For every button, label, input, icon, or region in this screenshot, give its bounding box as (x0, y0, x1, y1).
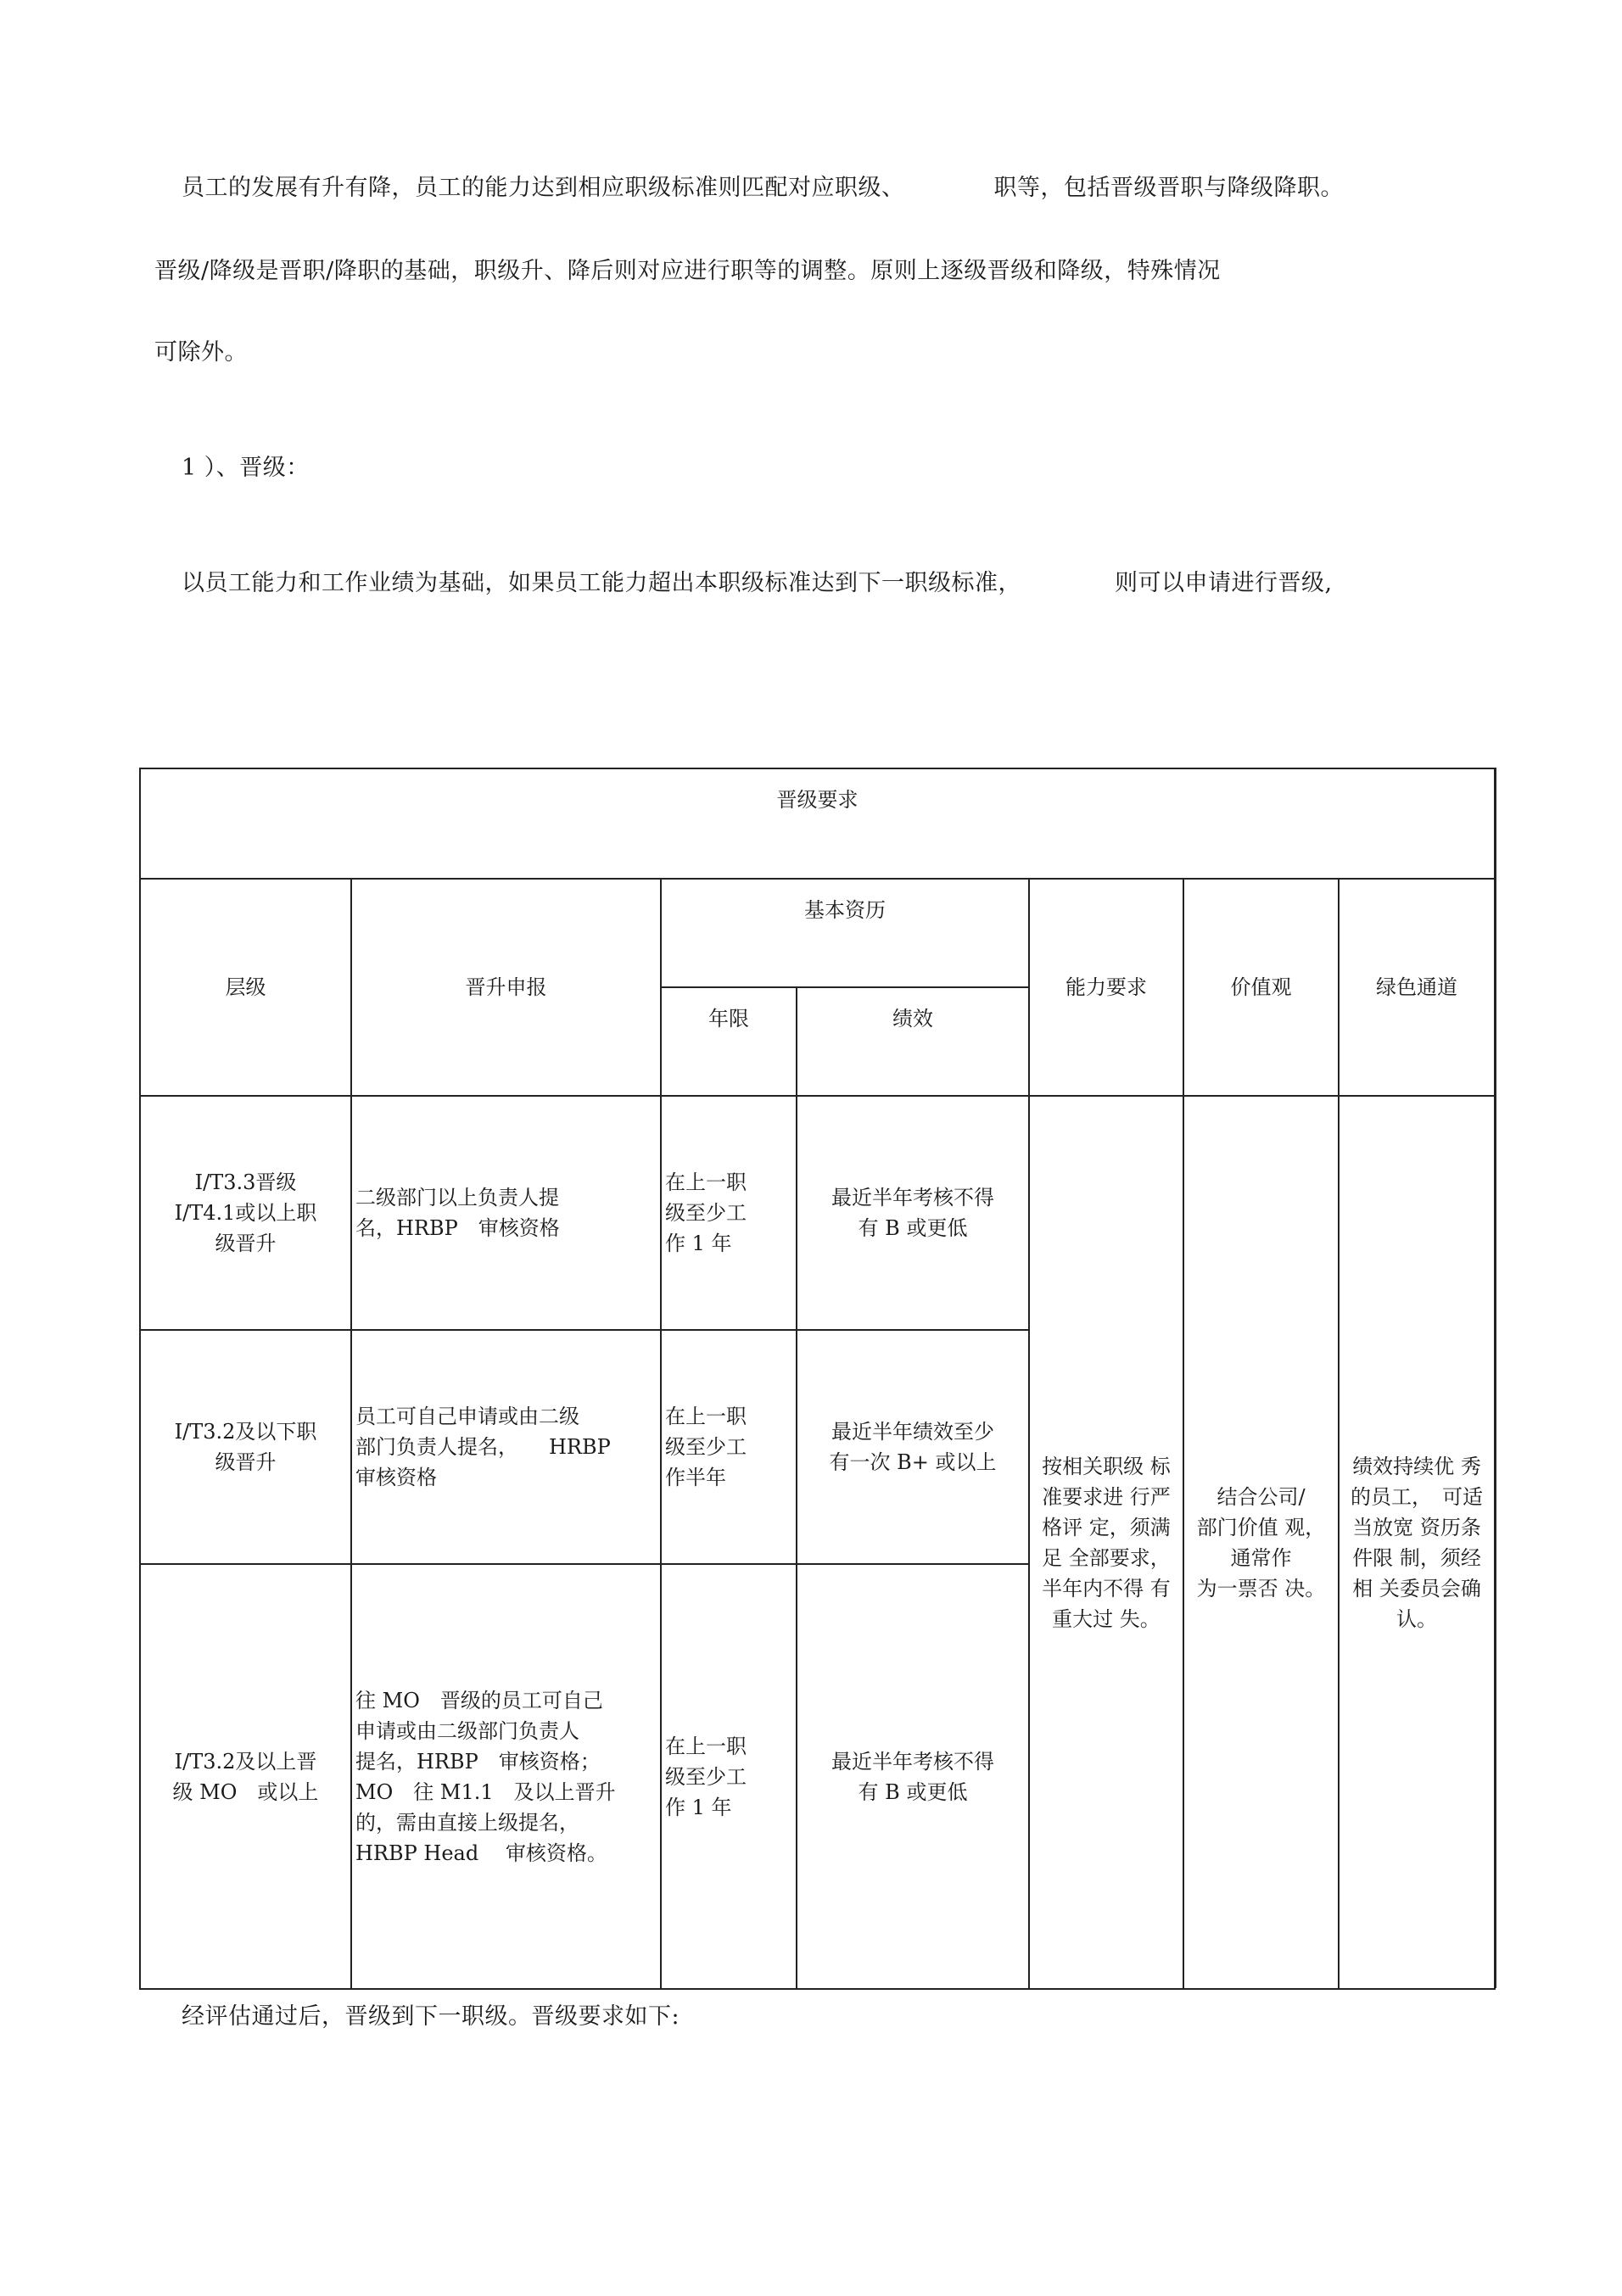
table-title: 晋级要求 (140, 768, 1495, 879)
header-ability: 能力要求 (1029, 879, 1183, 1096)
basis-part-b: 则可以申请进行晋级, (1115, 570, 1333, 596)
ability-requirement: 按相关职级 标 准要求进 行严 格评 定，须满 足 全部要求， 半年内不得 有 重大过 失。 (1029, 1096, 1183, 1989)
row-2-performance: 最近半年绩效至少 有一次 B+ 或以上 (797, 1330, 1029, 1564)
basis-part-a: 以员工能力和工作业绩为基础，如果员工能力超出本职级标准达到下一职级标准， (182, 570, 1021, 596)
row-2-application: 员工可自己申请或由二级 部门负责人提名， HRBP 审核资格 (351, 1330, 661, 1564)
header-application: 晋升申报 (351, 879, 661, 1096)
closing-paragraph: 经评估通过后，晋级到下一职级。晋级要求如下: (182, 2003, 680, 2030)
row-2-years: 在上一职 级至少工 作半年 (661, 1330, 797, 1564)
table-row (140, 1096, 1495, 1330)
header-performance: 绩效 (797, 987, 1029, 1096)
row-2-level: I/T3.2及以下职 级晋升 (140, 1330, 351, 1564)
header-years: 年限 (661, 987, 797, 1096)
row-1-level: I/T3.3晋级 I/T4.1或以上职 级晋升 (140, 1096, 351, 1330)
intro-line-2: 晋级/降级是晋职/降职的基础，职级升、降后则对应进行职等的调整。原则上逐级晋级和降级，特殊情况 (154, 258, 1221, 284)
row-3-performance: 最近半年考核不得 有 B 或更低 (797, 1564, 1029, 1989)
header-level: 层级 (140, 879, 351, 1096)
header-values: 价值观 (1183, 879, 1339, 1096)
values-requirement: 结合公司/ 部门价值 观， 通常作 为一票否 决。 (1183, 1096, 1339, 1989)
promotion-requirements-table (139, 768, 1496, 1990)
intro-line-3: 可除外。 (154, 339, 248, 366)
table-right-border (1494, 768, 1496, 1988)
intro-line-1b: 职等，包括晋级晋职与降级降职。 (993, 175, 1344, 201)
row-1-years: 在上一职 级至少工 作 1 年 (661, 1096, 797, 1330)
row-1-performance: 最近半年考核不得 有 B 或更低 (797, 1096, 1029, 1330)
row-1-application: 二级部门以上负责人提 名，HRBP 审核资格 (351, 1096, 661, 1330)
header-green-channel: 绿色通道 (1339, 879, 1495, 1096)
row-3-application: 往 MO 晋级的员工可自己 申请或由二级部门负责人 提名，HRBP 审核资格； MO 往 M1.1 及以上晋升 的，需由直接上级提名， HRBP Head 审核资格。 (351, 1564, 661, 1989)
basis-paragraph (182, 567, 1333, 601)
row-3-level: I/T3.2及以上晋 级 MO 或以上 (140, 1564, 351, 1989)
intro-line-1 (182, 171, 1344, 205)
green-channel: 绩效持续优 秀 的员工， 可适 当放宽 资历条 件限 制，须经 相 关委员会确 认。 (1339, 1096, 1495, 1989)
section-heading: 1 ）、晋级： (182, 455, 310, 481)
row-3-years: 在上一职 级至少工 作 1 年 (661, 1564, 797, 1989)
header-qualification: 基本资历 (661, 879, 1029, 987)
intro-line-1a: 员工的发展有升有降，员工的能力达到相应职级标准则匹配对应职级、 (182, 175, 905, 201)
